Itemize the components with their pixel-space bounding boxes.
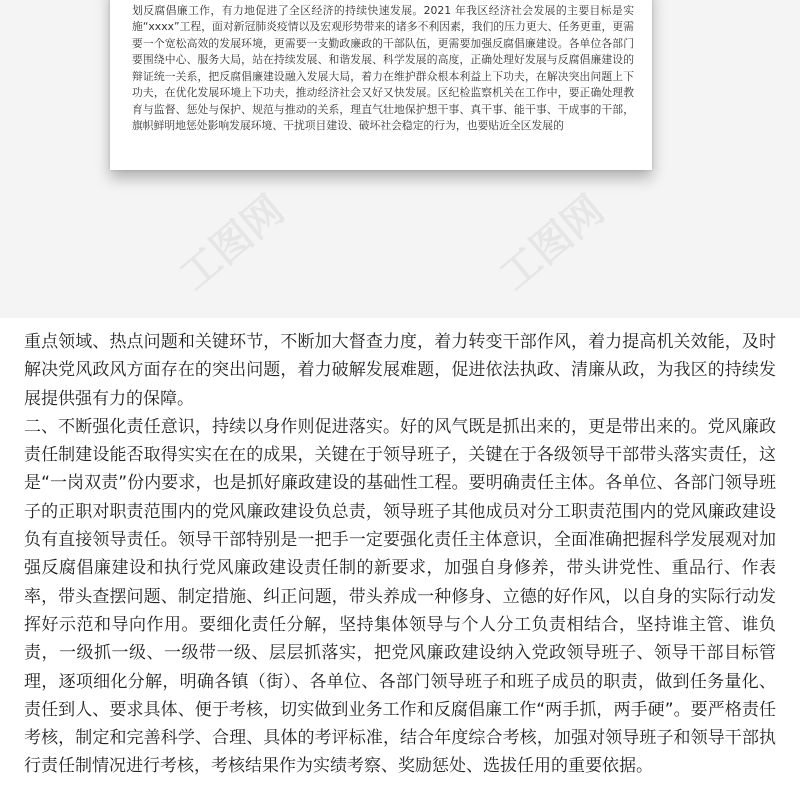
- paragraph-1: 重点领域、热点问题和关键环节，不断加大督查力度，着力转变干部作风，着力提高机关效能，及时解决党风政风方面存在的突出问题，着力破解发展难题，促进依法执政、清廉从政，为我区的持续发展提供强有力的保障。: [24, 332, 776, 409]
- document-body: [24, 328, 776, 781]
- paragraph-2: 二、不断强化责任意识，持续以身作则促进落实。好的风气既是抓出来的，更是带出来的。党风廉政责任制建设能否取得实实在在的成果，关键在于领导班子，关键在于各级领导干部带头落实责任，这是“一岗双责”份内要求，也是抓好廉政建设的基础性工程。要明确责任主体。各单位、各部门领导班子的正职对职责范围内的党风廉政建设负总责，领导班子其他成员对分工职责范围内的党风廉政建设负有直接领导责任。领导干部特别是一把手一定要强化责任主体意识，全面准确把握科学发展观对加强反腐倡廉建设和执行党风廉政建设责任制的新要求，加强自身修养，带头讲党性、重品行、作表率，带头查摆问题、制定措施、纠正问题，带头养成一种修身、立德的好作风，以自身的实际行动发挥好示范和导向作用。要细化责任分解，坚持集体领导与个人分工负责相结合，坚持谁主管、谁负责，一级抓一级、一级带一级、层层抓落实，把党风廉政建设纳入党政领导班子、领导干部目标管理，逐项细化分解，明确各镇（街）、各单位、各部门领导班子和班子成员的职责，做到任务量化、责任到人、要求具体、便于考核，切实做到业务工作和反腐倡廉工作“两手抓，两手硬”。要严格责任考核，制定和完善科学、合理、具体的考评标准，结合年度综合考核，加强对领导班子和领导干部执行责任制情况进行考核，考核结果作为实绩考察、奖励惩处、选拔任用的重要依据。: [24, 416, 776, 777]
- watermark-left: 工图网: [171, 186, 293, 300]
- preview-area: [0, 0, 800, 318]
- watermark-right: 工图网: [491, 186, 613, 300]
- preview-text: 划反腐倡廉工作，有力地促进了全区经济的持续快速发展。2021 年我区经济社会发展的主要目标是实施“xxxx”工程，面对新冠肺炎疫情以及宏观形势带来的诸多不利因素，我们的压力更大、任务更重，更需要一个宽松高效的发展环境，更需要一支勤政廉政的干部队伍，更需要加强反腐倡廉建设。各单位各部门要围绕中心、服务大局，站在持续发展、和谐发展、科学发展的高度，正确处理好发展与反腐倡廉建设的辩证统一关系，把反腐倡廉建设融入发展大局，着力在维护群众根本利益上下功夫，在解决突出问题上下功夫，在优化发展环境上下功夫，推动经济社会又好又快发展。区纪检监察机关在工作中，要正确处理教育与监督、惩处与保护、规范与推动的关系，理直气壮地保护想干事、真干事、能干事、干成事的干部，旗帜鲜明地惩处影响发展环境、干扰项目建设、破坏社会稳定的行为，也要贴近全区发展的: [132, 3, 634, 132]
- document-preview-card: [110, 0, 652, 170]
